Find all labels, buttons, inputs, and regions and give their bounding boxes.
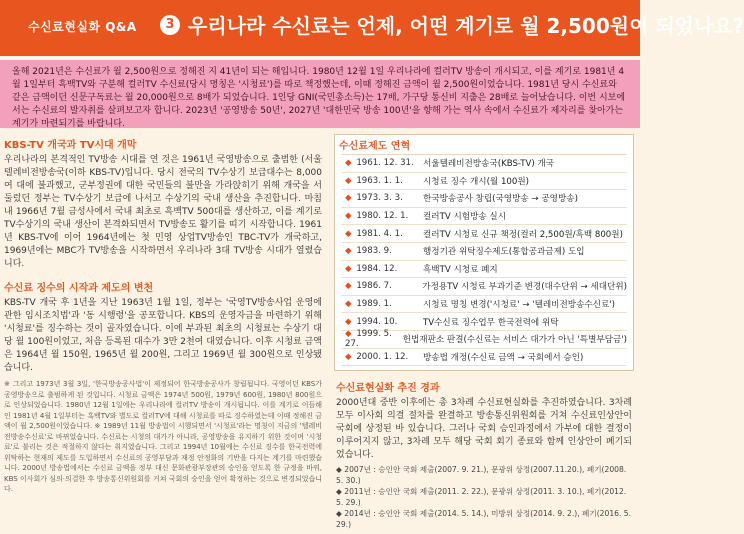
bullet-icon: ◆ [345,246,355,257]
page-header [0,0,744,56]
history-row [341,296,627,314]
history-table [341,154,627,366]
progress-section [334,379,634,534]
intro-box [0,60,640,128]
history-event: 가정용TV 시청료 부과기준 변경(대수단위 → 세대단위) [422,282,627,293]
history-date: ◆ 1981. 4. 1. [345,228,403,239]
issue-number-badge: 3 [160,15,180,35]
attempt-item: ◆ 2007년 : 승인안 국회 제출(2007. 9. 21.), 문광위 상정(2007.11.20.), 폐기(2008. 5. 30.) [336,465,627,486]
history-row [341,190,627,208]
bullet-icon: ◆ [345,329,355,340]
bullet-icon: ◆ [345,211,355,222]
attempt-list [336,464,632,530]
bullet-icon: ◆ [345,263,355,274]
intro-text: 올해 2021년은 수신료가 월 2,500원으로 정해진 지 41년이 되는 해입니다. 1980년 12월 1일 우리나라에 컬러TV 방송이 개시되고, 이를 계기로 1981년 4월 1일부터 흑백TV와 구분해 컬러TV 수신료(당시 명칭은 '시청료')를 따로 책정했는데, 이때 정해진 금액이 월 2,500원이었습니다. 1981년 당시 수신료와 같은 금액이던 신문구독료는 월 20,000원으로 8배가 되었습니다. 1인당 GNI(국민총소득)는 17배, 가구당 통신비 지출은 28배로 늘어났습니다. 이번 시보에서는 수신료의 발자취를 살펴보고자 합니다. 2023년 '공영방송 50년', 2027년 '대한민국 방송 100년'을 향해 가는 역사 속에서 수신료가 제자리를 찾아가는 계기가 마련되기를 바랍니다. [12,67,626,129]
section-notes: ※ 그리고 1973년 3월 3일, '한국방송공사법'이 제정되어 한국방송공사가 창립됩니다. 국영이던 KBS가 공영방송으로 출범하게 된 것입니다. 시청료 금액은 1974년 500원, 1979년 600원, 1980년 800원으로 인상되었습니다. 1980년 12월 1일에는 우리나라에 컬러TV 방송이 개시됩니다. 이를 계기로 이듬해인 1981년 4월 1일부터는 흑백TV와 별도로 컬러TV에 대해 시청료를 따로 징수하였는데 이때 정해진 금액이 월 2,500원이었습니다. ※ 1989년 11월 방송법이 시행되면서 '시청료'라는 명칭이 지금의 '텔레비전방송수신료'로 바뀌었습니다. 수신료는 시청의 대가가 아니라, 공영방송을 유지하기 위한 것이며 '시청료'로 불리는 것은 적절하지 않다는 취지였습니다. 그리고 1994년 10월에는 수신료 징수를 한국전력에 위탁하는 현재의 제도를 도입하면서 수신료의 공영부담과 재정 안정화의 기반을 다지는 계기를 마련했습니다. 2000년 방송법에서는 수신료 금액을 정부 대신 문화관광부장관의 승인을 얻도록 한 규정을 바꿔, KBS 이사회가 심의·의결한 후 방송통신위원회를 거쳐 국회의 승인을 얻어 확정하는 것으로 변경되었습니다. [4,380,322,493]
history-row [341,173,627,191]
attempt-item: ◆ 2014년 : 승인안 국회 제출(2014. 5. 14.), 미방위 상정(2014. 9. 2.), 폐기(2016. 5. 29.) [336,509,632,530]
history-event: 컬러TV 시청료 신규 책정(컬러 2,500원/흑백 800원) [423,229,623,240]
history-row [341,155,627,173]
history-row [341,261,627,279]
history-row [341,243,627,261]
history-event: 방송법 개정(수신료 금액 → 국회에서 승인) [423,352,584,363]
history-box [334,134,634,371]
bullet-icon: ◆ [345,316,355,327]
page-title: 우리나라 수신료는 언제, 어떤 계기로 월 2,500원이 되었나요? [188,14,744,38]
bullet-icon: ◆ [345,175,355,186]
left-column [4,134,322,495]
history-date: ◆ 1994. 10. [345,316,398,327]
history-row [341,278,627,296]
series-tag: 수신료현실화 Q&A [28,20,137,34]
history-row [341,331,627,349]
history-event: 행정기관 위탁징수제도(통합공과금제) 도입 [423,247,585,258]
history-row [341,349,627,367]
history-date: ◆ 1961. 12. 31. [345,158,414,169]
bullet-icon: ◆ [345,351,355,362]
bullet-icon: ◆ [345,158,355,169]
section-title-tv-era: KBS-TV 개국과 TV시대 개막 [4,140,137,151]
history-event: 흑백TV 시청료 폐지 [423,264,498,275]
history-date: ◆ 1986. 7. [345,281,392,292]
bullet-icon: ◆ [345,281,355,292]
history-event: 한국방송공사 창립(국영방송 → 공영방송) [423,194,578,205]
section-title-progress: 수신료현실화 추진 경과 [336,383,440,395]
history-date: ◆ 2000. 1. 12. [345,351,409,362]
history-event: 헌법재판소 판결(수신료는 서비스 대가가 아닌 '특별부담금') [402,335,627,346]
history-event: 시청료 징수 개시(월 100원) [423,176,530,187]
bullet-icon: ◆ [345,299,355,310]
section-text-fee-history: KBS-TV 개국 후 1년을 지난 1963년 1월 1일, 정부는 '국영TV방송사업 운영에 관한 임시조치법'과 '동 시행령'을 공포합니다. KBS의 운영자금을 마련하기 위해 '시청료'를 징수하는 것이 골자였습니다. 이에 부과된 최초의 시청료는 수상기 대당 월 100원이었고, 처음 등록된 대수가 3만 2천여 대였습니다. 이후 시청료 금액은 1964년 월 150원, 1965년 월 200원, 그리고 1969년 월 300원으로 인상됐습니다. [4,298,322,373]
right-column [334,134,634,534]
history-date: ◆ 1973. 3. 3. [345,193,403,204]
history-row [341,225,627,243]
history-event: TV수신료 징수업무 한국전력에 위탁 [423,317,559,328]
history-date: ◆ 1984. 12. [345,263,398,274]
history-date: ◆ 1963. 1. 1. [345,175,403,186]
bullet-icon: ◆ [345,228,355,239]
history-event: 시청료 명칭 변경('시청료' → '텔레비전방송수신료') [423,300,616,311]
history-event: 컬러TV 시험방송 실시 [423,212,507,223]
history-event: 서울텔레비전방송국(KBS-TV) 개국 [423,159,555,170]
history-date: ◆ 1980. 12. 1. [345,211,409,222]
history-date: ◆ 1983. 9. [345,246,392,257]
section-text-tv-era: 우리나라의 본격적인 TV방송 시대를 연 것은 1961년 국영방송으로 출범한 (서울텔레비전방송국(이하 KBS-TV)입니다. 당시 전국의 TV수상기 보급대수는 8,000여 대에 불과했고, 군부정권에 대한 국민들의 불만을 가라앉히기 위해 개국을 서둘렀던 정부는 TV수상기 보급에 나서고 수상기의 국내 생산을 추진합니다. 마침내 1966년 7월 금성사에서 국내 최초로 흑백TV 500대를 생산하고, 이를 계기로 TV수상기의 국내 생산이 본격화되면서 TV방송도 활기를 띠기 시작합니다. 1961년 KBS-TV에 이어 1964년에는 첫 민영 상업TV방송인 TBC-TV가 개국하고, 1969년에는 MBC가 TV방송을 시작하면서 우리나라 3대 TV방송 시대가 열렸습니다. [4,155,322,269]
bullet-icon: ◆ [345,193,355,204]
history-date: ◆ 1999. 5. 27. [345,329,392,350]
history-row [341,208,627,226]
attempt-item: ◆ 2011년 : 승인안 국회 제출(2011. 2. 22.), 문광위 상정(2011. 3. 10.), 폐기(2012. 5. 29.) [336,487,627,508]
history-box-title: 수신료제도 연혁 [339,141,411,152]
section-text-progress: 2000년대 중반 이후에는 총 3차례 수신료현실화를 추진하였습니다. 3차례 모두 이사회 의결 절차를 완결하고 방송통신위원회를 거쳐 수신료인상안이 국회에 상정된 바 있습니다. 그러나 국회 승인과정에서 가부에 대한 결정이 이루어지지 않고, 3차례 모두 해당 국회 회기 종료와 함께 인상안이 폐기되었습니다. [336,398,632,461]
section-title-fee-history: 수신료 징수의 시작과 제도의 변천 [4,283,154,294]
history-date: ◆ 1989. 1. [345,299,392,310]
